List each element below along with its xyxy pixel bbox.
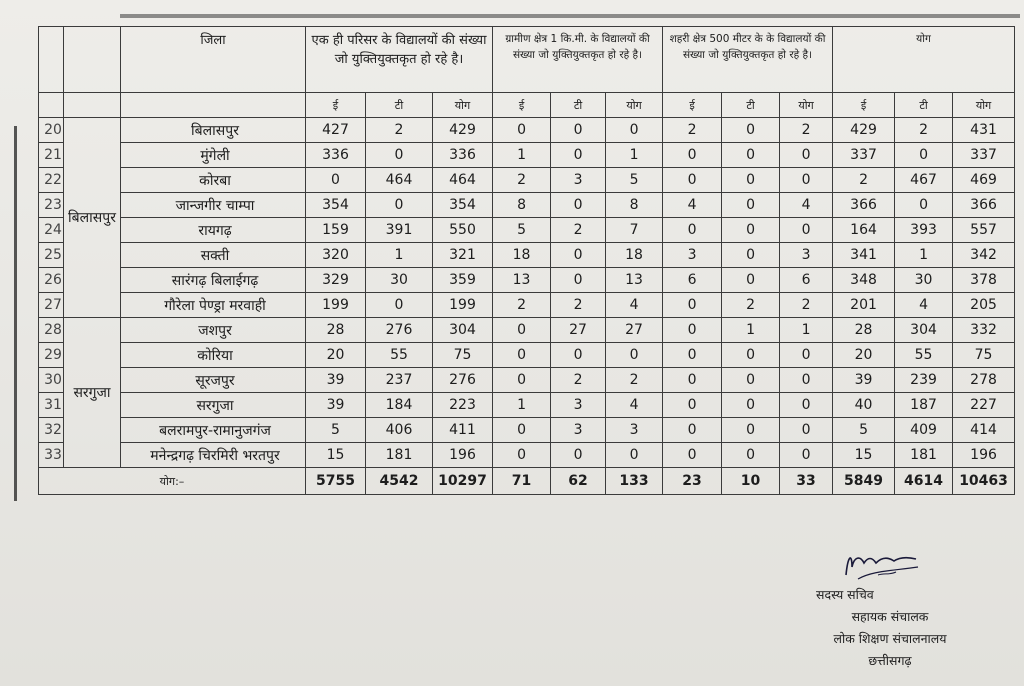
value-cell: 3	[663, 243, 722, 268]
value-cell: 0	[722, 418, 780, 443]
value-cell: 0	[366, 193, 433, 218]
table-row	[39, 218, 1015, 243]
value-cell: 159	[306, 218, 366, 243]
value-cell: 378	[953, 268, 1015, 293]
value-cell: 0	[366, 143, 433, 168]
value-cell: 13	[493, 268, 551, 293]
value-cell: 0	[663, 293, 722, 318]
value-cell: 336	[433, 143, 493, 168]
value-cell: 366	[833, 193, 895, 218]
value-cell: 276	[366, 318, 433, 343]
value-cell: 393	[895, 218, 953, 243]
rural-header: ग्रामीण क्षेत्र 1 कि.मी. के विद्यालयों की संख्या जो युक्तियुक्तकृत हो रहे है।	[493, 27, 663, 93]
value-cell: 342	[953, 243, 1015, 268]
value-cell: 55	[366, 343, 433, 368]
value-cell: 0	[663, 218, 722, 243]
sub-e: ई	[306, 93, 366, 118]
value-cell: 0	[663, 343, 722, 368]
value-cell: 75	[953, 343, 1015, 368]
value-cell: 201	[833, 293, 895, 318]
value-cell: 0	[551, 193, 606, 218]
value-cell: 320	[306, 243, 366, 268]
value-cell: 0	[780, 168, 833, 193]
value-cell: 276	[433, 368, 493, 393]
value-cell: 0	[722, 143, 780, 168]
value-cell: 27	[606, 318, 663, 343]
value-cell: 18	[606, 243, 663, 268]
value-cell: 337	[833, 143, 895, 168]
table-row	[39, 343, 1015, 368]
value-cell: 15	[306, 443, 366, 468]
table-row	[39, 243, 1015, 268]
district-name: जशपुर	[121, 318, 306, 343]
value-cell: 0	[895, 193, 953, 218]
value-cell: 3	[551, 418, 606, 443]
value-cell: 464	[366, 168, 433, 193]
value-cell: 223	[433, 393, 493, 418]
value-cell: 0	[493, 418, 551, 443]
total-value-cell: 62	[551, 468, 606, 495]
left-margin-mark	[14, 126, 17, 501]
value-cell: 3	[780, 243, 833, 268]
value-cell: 1	[780, 318, 833, 343]
value-cell: 239	[895, 368, 953, 393]
directorate-name: लोक शिक्षण संचालनालय	[833, 631, 947, 646]
value-cell: 0	[551, 243, 606, 268]
value-cell: 187	[895, 393, 953, 418]
value-cell: 0	[780, 143, 833, 168]
district-name: रायगढ़	[121, 218, 306, 243]
value-cell: 39	[833, 368, 895, 393]
value-cell: 354	[306, 193, 366, 218]
value-cell: 348	[833, 268, 895, 293]
subheader-row	[39, 93, 1015, 118]
serial-number: 21	[39, 143, 64, 168]
value-cell: 0	[663, 168, 722, 193]
top-scan-edge	[120, 14, 1020, 18]
value-cell: 4	[780, 193, 833, 218]
serial-number: 27	[39, 293, 64, 318]
value-cell: 467	[895, 168, 953, 193]
value-cell: 28	[833, 318, 895, 343]
value-cell: 30	[366, 268, 433, 293]
total-value-cell: 5849	[833, 468, 895, 495]
value-cell: 304	[433, 318, 493, 343]
value-cell: 2	[833, 168, 895, 193]
value-cell: 0	[780, 218, 833, 243]
value-cell: 0	[606, 343, 663, 368]
value-cell: 329	[306, 268, 366, 293]
value-cell: 28	[306, 318, 366, 343]
value-cell: 6	[663, 268, 722, 293]
value-cell: 359	[433, 268, 493, 293]
division-header	[64, 27, 121, 93]
value-cell: 0	[551, 118, 606, 143]
value-cell: 409	[895, 418, 953, 443]
value-cell: 0	[551, 443, 606, 468]
sub-t: टी	[366, 93, 433, 118]
value-cell: 429	[433, 118, 493, 143]
value-cell: 0	[366, 293, 433, 318]
value-cell: 429	[833, 118, 895, 143]
value-cell: 332	[953, 318, 1015, 343]
total-header: योग	[833, 27, 1015, 93]
sub-e: ई	[833, 93, 895, 118]
serial-number: 30	[39, 368, 64, 393]
value-cell: 181	[366, 443, 433, 468]
value-cell: 2	[895, 118, 953, 143]
value-cell: 1	[366, 243, 433, 268]
table-row	[39, 293, 1015, 318]
value-cell: 7	[606, 218, 663, 243]
value-cell: 5	[606, 168, 663, 193]
value-cell: 0	[663, 393, 722, 418]
urban-header: शहरी क्षेत्र 500 मीटर के के विद्यालयों की संख्या जो युक्तियुक्तकृत हो रहे है।	[663, 27, 833, 93]
value-cell: 337	[953, 143, 1015, 168]
value-cell: 391	[366, 218, 433, 243]
value-cell: 2	[780, 293, 833, 318]
value-cell: 557	[953, 218, 1015, 243]
value-cell: 0	[780, 393, 833, 418]
value-cell: 0	[722, 118, 780, 143]
total-value-cell: 33	[780, 468, 833, 495]
value-cell: 2	[551, 293, 606, 318]
value-cell: 0	[493, 118, 551, 143]
value-cell: 40	[833, 393, 895, 418]
value-cell: 0	[551, 143, 606, 168]
value-cell: 2	[366, 118, 433, 143]
value-cell: 2	[663, 118, 722, 143]
value-cell: 431	[953, 118, 1015, 143]
value-cell: 8	[606, 193, 663, 218]
serial-number: 28	[39, 318, 64, 343]
value-cell: 0	[722, 393, 780, 418]
district-name: सूरजपुर	[121, 368, 306, 393]
serial-number: 33	[39, 443, 64, 468]
division-cell: बिलासपुर	[64, 118, 121, 318]
value-cell: 196	[953, 443, 1015, 468]
value-cell: 1	[493, 143, 551, 168]
division-cell: सरगुजा	[64, 318, 121, 468]
sub-e: ई	[663, 93, 722, 118]
district-name: मनेन्द्रगढ़ चिरमिरी भरतपुर	[121, 443, 306, 468]
table-row	[39, 393, 1015, 418]
value-cell: 0	[722, 193, 780, 218]
value-cell: 2	[493, 293, 551, 318]
value-cell: 0	[722, 343, 780, 368]
table-row	[39, 318, 1015, 343]
schools-rationalization-table	[38, 26, 1015, 495]
total-row	[39, 468, 1015, 495]
value-cell: 354	[433, 193, 493, 218]
serial-number: 31	[39, 393, 64, 418]
value-cell: 181	[895, 443, 953, 468]
value-cell: 0	[722, 243, 780, 268]
total-value-cell: 4614	[895, 468, 953, 495]
district-name: जान्जगीर चाम्पा	[121, 193, 306, 218]
value-cell: 0	[306, 168, 366, 193]
value-cell: 341	[833, 243, 895, 268]
value-cell: 184	[366, 393, 433, 418]
value-cell: 4	[606, 293, 663, 318]
value-cell: 13	[606, 268, 663, 293]
same-campus-header: एक ही परिसर के विद्यालयों की संख्या जो युक्तियुक्तकृत हो रहे है।	[306, 27, 493, 93]
table-row	[39, 368, 1015, 393]
value-cell: 0	[663, 143, 722, 168]
value-cell: 18	[493, 243, 551, 268]
signature-block	[790, 584, 990, 672]
value-cell: 469	[953, 168, 1015, 193]
sub-total: योग	[780, 93, 833, 118]
sub-total: योग	[606, 93, 663, 118]
serial-number: 32	[39, 418, 64, 443]
value-cell: 0	[551, 268, 606, 293]
value-cell: 304	[895, 318, 953, 343]
value-cell: 8	[493, 193, 551, 218]
district-name: बिलासपुर	[121, 118, 306, 143]
value-cell: 4	[606, 393, 663, 418]
serial-number: 24	[39, 218, 64, 243]
value-cell: 0	[663, 318, 722, 343]
value-cell: 0	[663, 443, 722, 468]
value-cell: 0	[493, 318, 551, 343]
value-cell: 414	[953, 418, 1015, 443]
value-cell: 0	[895, 143, 953, 168]
value-cell: 366	[953, 193, 1015, 218]
value-cell: 0	[606, 443, 663, 468]
district-name: सक्ती	[121, 243, 306, 268]
value-cell: 0	[722, 168, 780, 193]
state-name: छत्तीसगढ़	[868, 653, 912, 668]
sub-t: टी	[895, 93, 953, 118]
sub-total: योग	[953, 93, 1015, 118]
value-cell: 205	[953, 293, 1015, 318]
value-cell: 0	[663, 368, 722, 393]
table-body	[39, 118, 1015, 495]
sub-e: ई	[493, 93, 551, 118]
total-value-cell: 5755	[306, 468, 366, 495]
table-row	[39, 268, 1015, 293]
value-cell: 2	[780, 118, 833, 143]
sub-total: योग	[433, 93, 493, 118]
total-value-cell: 10463	[953, 468, 1015, 495]
value-cell: 20	[833, 343, 895, 368]
value-cell: 1	[722, 318, 780, 343]
serial-number: 23	[39, 193, 64, 218]
value-cell: 15	[833, 443, 895, 468]
value-cell: 0	[722, 443, 780, 468]
value-cell: 2	[606, 368, 663, 393]
value-cell: 550	[433, 218, 493, 243]
value-cell: 0	[780, 368, 833, 393]
value-cell: 75	[433, 343, 493, 368]
value-cell: 2	[493, 168, 551, 193]
sub-t: टी	[551, 93, 606, 118]
value-cell: 27	[551, 318, 606, 343]
table-row	[39, 443, 1015, 468]
value-cell: 20	[306, 343, 366, 368]
value-cell: 2	[551, 218, 606, 243]
value-cell: 227	[953, 393, 1015, 418]
value-cell: 196	[433, 443, 493, 468]
value-cell: 0	[780, 418, 833, 443]
value-cell: 0	[551, 343, 606, 368]
value-cell: 39	[306, 368, 366, 393]
value-cell: 0	[606, 118, 663, 143]
district-name: कोरबा	[121, 168, 306, 193]
value-cell: 4	[663, 193, 722, 218]
value-cell: 0	[722, 368, 780, 393]
value-cell: 0	[780, 443, 833, 468]
value-cell: 278	[953, 368, 1015, 393]
table-row	[39, 193, 1015, 218]
district-name: मुंगेली	[121, 143, 306, 168]
value-cell: 0	[493, 368, 551, 393]
total-label: योग:–	[39, 468, 306, 495]
value-cell: 199	[433, 293, 493, 318]
serial-number: 25	[39, 243, 64, 268]
value-cell: 1	[606, 143, 663, 168]
value-cell: 321	[433, 243, 493, 268]
table-row	[39, 143, 1015, 168]
value-cell: 55	[895, 343, 953, 368]
total-value-cell: 4542	[366, 468, 433, 495]
district-name: कोरिया	[121, 343, 306, 368]
total-value-cell: 133	[606, 468, 663, 495]
value-cell: 5	[833, 418, 895, 443]
value-cell: 0	[722, 218, 780, 243]
district-name: सरगुजा	[121, 393, 306, 418]
value-cell: 6	[780, 268, 833, 293]
value-cell: 39	[306, 393, 366, 418]
serial-number: 20	[39, 118, 64, 143]
value-cell: 5	[493, 218, 551, 243]
value-cell: 4	[895, 293, 953, 318]
district-name: गौरेला पेण्ड्रा मरवाही	[121, 293, 306, 318]
value-cell: 30	[895, 268, 953, 293]
value-cell: 1	[895, 243, 953, 268]
member-secretary: सदस्य सचिव	[816, 587, 874, 602]
value-cell: 0	[780, 343, 833, 368]
value-cell: 3	[551, 168, 606, 193]
value-cell: 2	[722, 293, 780, 318]
value-cell: 336	[306, 143, 366, 168]
value-cell: 0	[493, 343, 551, 368]
serial-number: 22	[39, 168, 64, 193]
total-value-cell: 10297	[433, 468, 493, 495]
district-name: बलरामपुर-रामानुजगंज	[121, 418, 306, 443]
handwritten-signature	[838, 545, 928, 585]
total-value-cell: 23	[663, 468, 722, 495]
assistant-director: सहायक संचालक	[851, 609, 929, 624]
value-cell: 0	[493, 443, 551, 468]
value-cell: 406	[366, 418, 433, 443]
value-cell: 464	[433, 168, 493, 193]
total-value-cell: 10	[722, 468, 780, 495]
value-cell: 411	[433, 418, 493, 443]
value-cell: 427	[306, 118, 366, 143]
value-cell: 199	[306, 293, 366, 318]
value-cell: 1	[493, 393, 551, 418]
district-header: जिला	[121, 27, 306, 93]
value-cell: 0	[663, 418, 722, 443]
value-cell: 3	[551, 393, 606, 418]
table-row	[39, 118, 1015, 143]
value-cell: 2	[551, 368, 606, 393]
sub-t: टी	[722, 93, 780, 118]
value-cell: 5	[306, 418, 366, 443]
table-row	[39, 418, 1015, 443]
value-cell: 0	[722, 268, 780, 293]
serial-number: 29	[39, 343, 64, 368]
value-cell: 164	[833, 218, 895, 243]
value-cell: 237	[366, 368, 433, 393]
table-row	[39, 168, 1015, 193]
serial-header	[39, 27, 64, 93]
district-name: सारंगढ़ बिलाईगढ़	[121, 268, 306, 293]
value-cell: 3	[606, 418, 663, 443]
serial-number: 26	[39, 268, 64, 293]
total-value-cell: 71	[493, 468, 551, 495]
